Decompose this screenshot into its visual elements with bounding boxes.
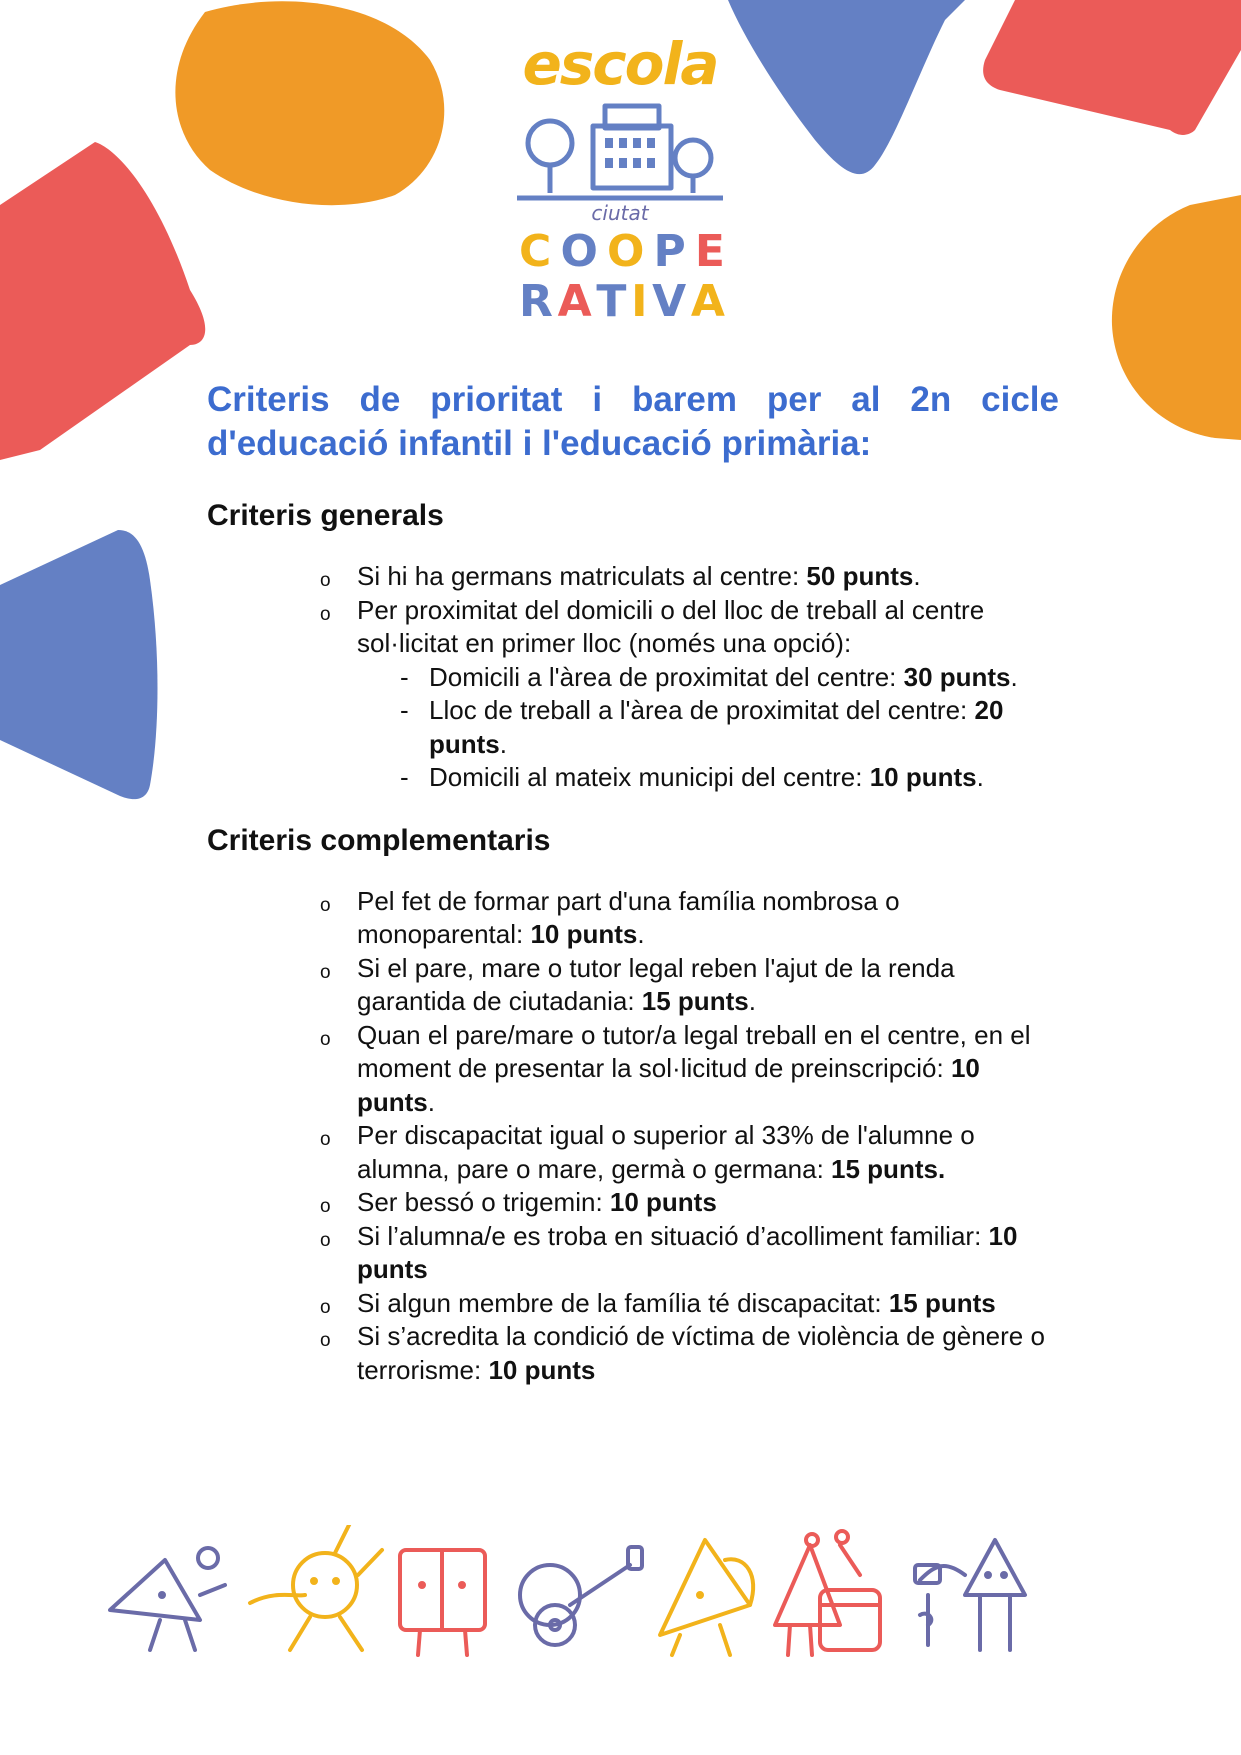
list-item: - Lloc de treball a l'àrea de proximitat del centre: 20 punts. [429, 694, 1059, 761]
blue-triangle-top [728, 0, 965, 174]
logo-row-rativa [519, 276, 725, 327]
sun-character-icon [250, 1525, 382, 1650]
logo-row-coope [519, 226, 725, 277]
points-value: 10 punts [357, 1053, 980, 1117]
logo-letter: V [652, 276, 687, 327]
section-heading-complementary: Criteris complementaris [207, 823, 551, 857]
logo-letter: I [631, 276, 648, 327]
points-value: 15 punts [888, 1287, 996, 1318]
list-item: o Si s’acredita la condició de víctima de violència de gènere o terrorisme: 10 punts [357, 1320, 1059, 1387]
list-item: o Si el pare, mare o tutor legal reben l'ajut de la renda garantida de ciutadania: 15 punts. [357, 952, 1059, 1019]
logo-letter: E [694, 226, 725, 277]
list-item: o Per discapacitat igual o superior al 33% de l'alumne o alumna, pare o mare, germà o germana: 15 punts. [357, 1119, 1059, 1186]
red-blob-left [0, 142, 205, 460]
list-item: o Ser bessó o trigemin: 10 punts [357, 1186, 1059, 1220]
points-value: 20 punts [429, 695, 1004, 759]
points-value: 10 punts [869, 762, 977, 792]
list-item: o Quan el pare/mare o tutor/a legal treball en el centre, en el moment de presentar la sol·licitud de preinscripció: 10 punts. [357, 1019, 1059, 1120]
logo-letter: T [596, 276, 627, 327]
proximity-sublist [357, 661, 1059, 795]
general-criteria-list [207, 560, 1059, 795]
points-value: 10 punts [488, 1354, 596, 1385]
logo-letter: P [653, 226, 686, 277]
logo-letter: C [519, 226, 552, 277]
book-character-icon [400, 1550, 485, 1655]
logo-letter: O [560, 226, 598, 277]
page-title: Criteris de prioritat i barem per al 2n cicle d'educació infantil i l'educació primària: [207, 380, 1059, 463]
drum-character-icon [775, 1531, 880, 1655]
logo-letter: A [557, 276, 592, 327]
points-value: 10 punts [609, 1187, 717, 1217]
school-logo [505, 30, 735, 330]
list-item: o Si hi ha germans matriculats al centre: 50 punts. [357, 560, 1059, 594]
document-body [207, 378, 1059, 1387]
points-value: 10 punts [530, 919, 638, 949]
list-item: o Per proximitat del domicili o del lloc de treball al centre sol·licitat en primer lloc (només una opció): - Domicili a l'àrea de proximitat del centre: 30 punts. - Lloc de treball a l'àrea de proximitat del centre: 20 punts. - Domicili al mateix municipi del centre: 10 punts. [357, 594, 1059, 795]
list-item: o Pel fet de formar part d'una família nombrosa o monoparental: 10 punts. [357, 885, 1059, 952]
blue-triangle-left [0, 530, 158, 799]
guitar-character-icon [520, 1547, 642, 1645]
triangle-character-icon [110, 1548, 225, 1650]
points-value: 15 punts. [831, 1153, 946, 1184]
footer-illustrations [100, 1525, 1140, 1665]
list-item: o Si algun membre de la família té discapacitat: 15 punts [357, 1287, 1059, 1321]
points-value: 50 punts [806, 561, 914, 591]
section-heading-general: Criteris generals [207, 499, 444, 532]
list-item: o Si l’alumna/e es troba en situació d’acolliment familiar: 10 punts [357, 1220, 1059, 1287]
watering-character-icon [915, 1540, 1025, 1650]
list-item: - Domicili al mateix municipi del centre: 10 punts. [429, 761, 1059, 795]
logo-word-escola: escola [522, 30, 718, 98]
orange-blob-right [1112, 195, 1241, 440]
logo-word-ciutat: ciutat [591, 201, 649, 225]
complementary-criteria-list [207, 885, 1059, 1388]
logo-letter: A [690, 276, 725, 327]
red-blob-top-right [983, 0, 1241, 135]
points-value: 10 punts [357, 1220, 1018, 1284]
logo-letter: O [606, 226, 645, 277]
school-building-icon [515, 98, 725, 208]
logo-letter: R [519, 276, 553, 327]
cheese-character-icon [660, 1540, 753, 1655]
points-value: 30 punts [903, 661, 1011, 692]
orange-blob-top-left [175, 1, 444, 205]
list-item: - Domicili a l'àrea de proximitat del centre: 30 punts. [429, 661, 1059, 695]
points-value: 15 punts [641, 986, 749, 1016]
